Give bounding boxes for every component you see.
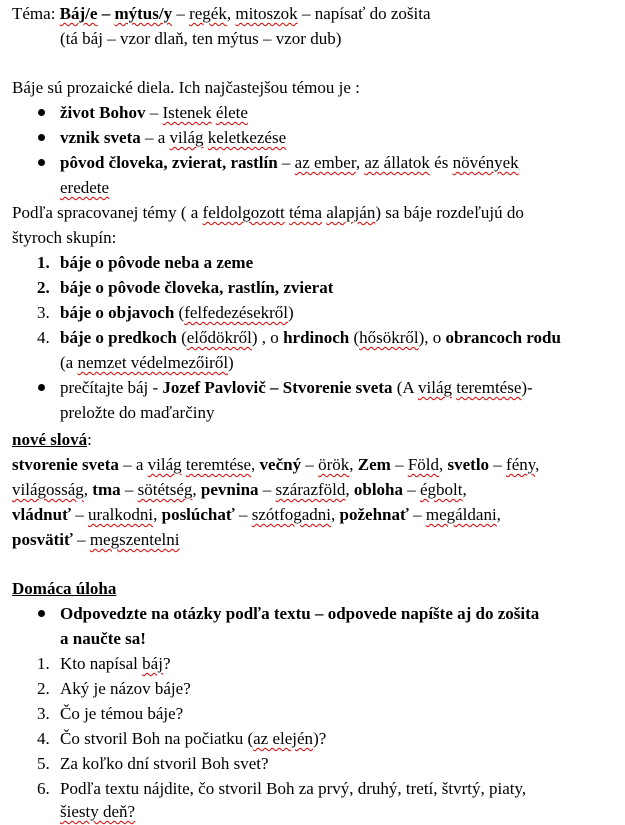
list-item-cont [60, 176, 109, 201]
list-number [37, 251, 50, 276]
text: posvätiť [12, 530, 73, 549]
text: ) [228, 353, 234, 372]
text: ( [176, 328, 187, 347]
question: Podľa textu nájdite, čo stvoril Boh za prvý, druhý, tretí, štvrtý, piaty, [60, 779, 527, 798]
question [60, 652, 170, 677]
text: 2. [37, 278, 50, 297]
hungarian-term: regék [189, 4, 227, 23]
bullet-icon [38, 610, 45, 617]
text: , [462, 480, 467, 499]
text: báj [142, 654, 163, 673]
question: Čo je témou báje? [60, 704, 184, 723]
text: (A [392, 378, 418, 397]
list-item-cont: preložte do maďarčiny [60, 403, 215, 422]
hungarian-term: élete [215, 103, 248, 122]
text: poslúchať [161, 505, 235, 524]
text: – [70, 505, 88, 524]
text: ? [162, 654, 171, 673]
text: , [83, 480, 93, 499]
hungarian-term: feldolgozott [202, 203, 285, 222]
text: – a [118, 455, 148, 474]
hungarian-term: örök [318, 455, 350, 474]
list-item [60, 151, 519, 176]
text: ) , o [251, 328, 284, 347]
text: 1. [37, 253, 50, 272]
hungarian-term: világ [418, 378, 452, 397]
text: vládnuť [12, 505, 71, 524]
text: šiesty deň? [60, 802, 136, 821]
text: Čo stvoril Boh na počiatku ( [60, 729, 254, 748]
hungarian-term: az elején [253, 729, 314, 748]
list-number: 3. [37, 704, 50, 723]
topic-line [12, 2, 431, 27]
text: svetlo [447, 455, 490, 474]
dash: – [172, 4, 190, 23]
list-number: 6. [37, 779, 50, 798]
text: , [226, 4, 236, 23]
hungarian-term: hősökről [359, 328, 419, 347]
hungarian-term: az állatok [364, 153, 430, 172]
term: mýtus/y [114, 4, 173, 23]
list-number: 1. [37, 654, 50, 673]
list-item [60, 301, 294, 326]
question: Aký je názov báje? [60, 679, 191, 698]
text: Zem [357, 455, 391, 474]
text: ) sa báje rozdeľujú do [375, 203, 524, 222]
hungarian-term: eredete [60, 178, 110, 197]
text: , [535, 455, 540, 474]
text: Kto napísal [60, 654, 143, 673]
list-item-cont [60, 351, 234, 376]
text: , [251, 455, 260, 474]
hungarian-term: világ [169, 128, 204, 147]
hungarian-term: teremtése [456, 378, 522, 397]
text: : [87, 430, 92, 449]
hungarian-term: megszentelni [89, 530, 180, 549]
hungarian-term: világ [147, 455, 182, 474]
bullet-icon [38, 109, 45, 116]
hungarian-term: téma [288, 203, 322, 222]
list-number [37, 276, 50, 301]
text: ( [174, 303, 185, 322]
text: (a [60, 353, 78, 372]
bullet-icon [38, 384, 45, 391]
paragraph [12, 201, 524, 226]
text: pôvod človeka, zvierat, rastlín [60, 153, 278, 172]
text: – [120, 480, 138, 499]
hungarian-term: Istenek [162, 103, 212, 122]
list-number: 5. [37, 754, 50, 773]
list-number: 4. [37, 729, 50, 748]
homework-heading [12, 577, 116, 602]
text: tma [92, 480, 121, 499]
text: život Bohov [60, 103, 146, 122]
text: , [355, 153, 365, 172]
text: báje o objavoch [60, 303, 175, 322]
text: prečítajte báj - [60, 378, 163, 397]
intro-line: Báje sú prozaické diela. Ich najčastejšou témou je : [12, 78, 360, 97]
hungarian-term: megáldani [425, 505, 497, 524]
text: báje o pôvode človeka, rastlín, zvierat [60, 278, 334, 297]
text: pevnina [200, 480, 259, 499]
text: , [349, 455, 358, 474]
text: Odpovedzte na otázky podľa textu – odpovede napíšte aj do zošita [60, 604, 540, 623]
hungarian-term: szárazföld [275, 480, 346, 499]
hungarian-term: nemzet védelmezőiről [77, 353, 229, 372]
topic-note: (tá báj – vzor dlaň, ten mýtus – vzor dub) [60, 29, 342, 48]
text: – [403, 480, 421, 499]
term: Báj/e [59, 4, 98, 23]
text: )- [521, 378, 533, 397]
text: Domáca úloha [12, 579, 117, 598]
text: a naučte sa! [60, 629, 146, 648]
text: vznik sveta [60, 128, 141, 147]
hungarian-term: felfedezésekről [184, 303, 289, 322]
hungarian-term: szótfogadni [251, 505, 332, 524]
text: )? [313, 729, 327, 748]
hungarian-term: elődökről [186, 328, 252, 347]
text: , [496, 505, 501, 524]
question-cont [60, 800, 135, 825]
list-number: 2. [37, 679, 50, 698]
text: obloha [353, 480, 404, 499]
text: Téma: [12, 4, 60, 23]
text: , [153, 505, 162, 524]
text: – [145, 103, 163, 122]
hungarian-term: Föld [407, 455, 439, 474]
hungarian-term: növények [452, 153, 519, 172]
bullet-icon [38, 159, 45, 166]
text: , [439, 455, 448, 474]
bullet-icon [38, 134, 45, 141]
list-item [60, 276, 333, 301]
hungarian-term: teremtése [185, 455, 252, 474]
hungarian-term: világosság [12, 480, 84, 499]
text: ) [288, 303, 294, 322]
hungarian-term: mitoszok [235, 4, 298, 23]
text: , [331, 505, 340, 524]
vocab-line [12, 503, 501, 528]
hungarian-term: fény [506, 455, 536, 474]
text: nové slová [12, 430, 88, 449]
text: és [429, 153, 453, 172]
hungarian-term: az ember [294, 153, 356, 172]
text: – [234, 505, 252, 524]
text: Podľa spracovanej témy ( a [12, 203, 203, 222]
question [60, 727, 326, 752]
vocab-line [12, 453, 539, 478]
hungarian-term: keletkezése [207, 128, 287, 147]
text: – [301, 455, 319, 474]
hungarian-term: sötétség [137, 480, 193, 499]
vocab-line [12, 478, 467, 503]
text: – a [140, 128, 170, 147]
text: stvorenie sveta [12, 455, 119, 474]
text: – [258, 480, 276, 499]
text: – [390, 455, 408, 474]
text: , [192, 480, 201, 499]
list-item [60, 126, 286, 151]
hungarian-term: uralkodni [87, 505, 154, 524]
list-item [60, 326, 561, 351]
hungarian-term: alapján [326, 203, 376, 222]
text: ( [349, 328, 360, 347]
section-heading [12, 428, 92, 453]
question: Za koľko dní stvoril Boh svet? [60, 754, 269, 773]
text: báje o pôvode neba a zeme [60, 253, 254, 272]
text: báje o predkoch [60, 328, 177, 347]
vocab-line [12, 528, 180, 553]
text: Jozef Pavlovič – Stvorenie sveta [162, 378, 393, 397]
homework-instruction [60, 602, 539, 627]
homework-instruction-cont [60, 627, 146, 652]
text: hrdinoch [283, 328, 350, 347]
list-item [60, 101, 248, 126]
text: ), o [418, 328, 446, 347]
hungarian-term: égbolt [420, 480, 463, 499]
list-number: 4. [37, 328, 50, 347]
text: – [408, 505, 426, 524]
list-item [60, 251, 253, 276]
dash: – [97, 4, 115, 23]
text: – napísať do zošita [297, 4, 431, 23]
list-item [60, 376, 533, 401]
paragraph-cont: štyroch skupín: [12, 228, 117, 247]
list-number: 3. [37, 303, 50, 322]
text: – [277, 153, 295, 172]
text: – [489, 455, 507, 474]
text: obrancoch rodu [445, 328, 561, 347]
text: – [72, 530, 90, 549]
text: požehnať [339, 505, 409, 524]
text: , [345, 480, 354, 499]
text: večný [259, 455, 302, 474]
